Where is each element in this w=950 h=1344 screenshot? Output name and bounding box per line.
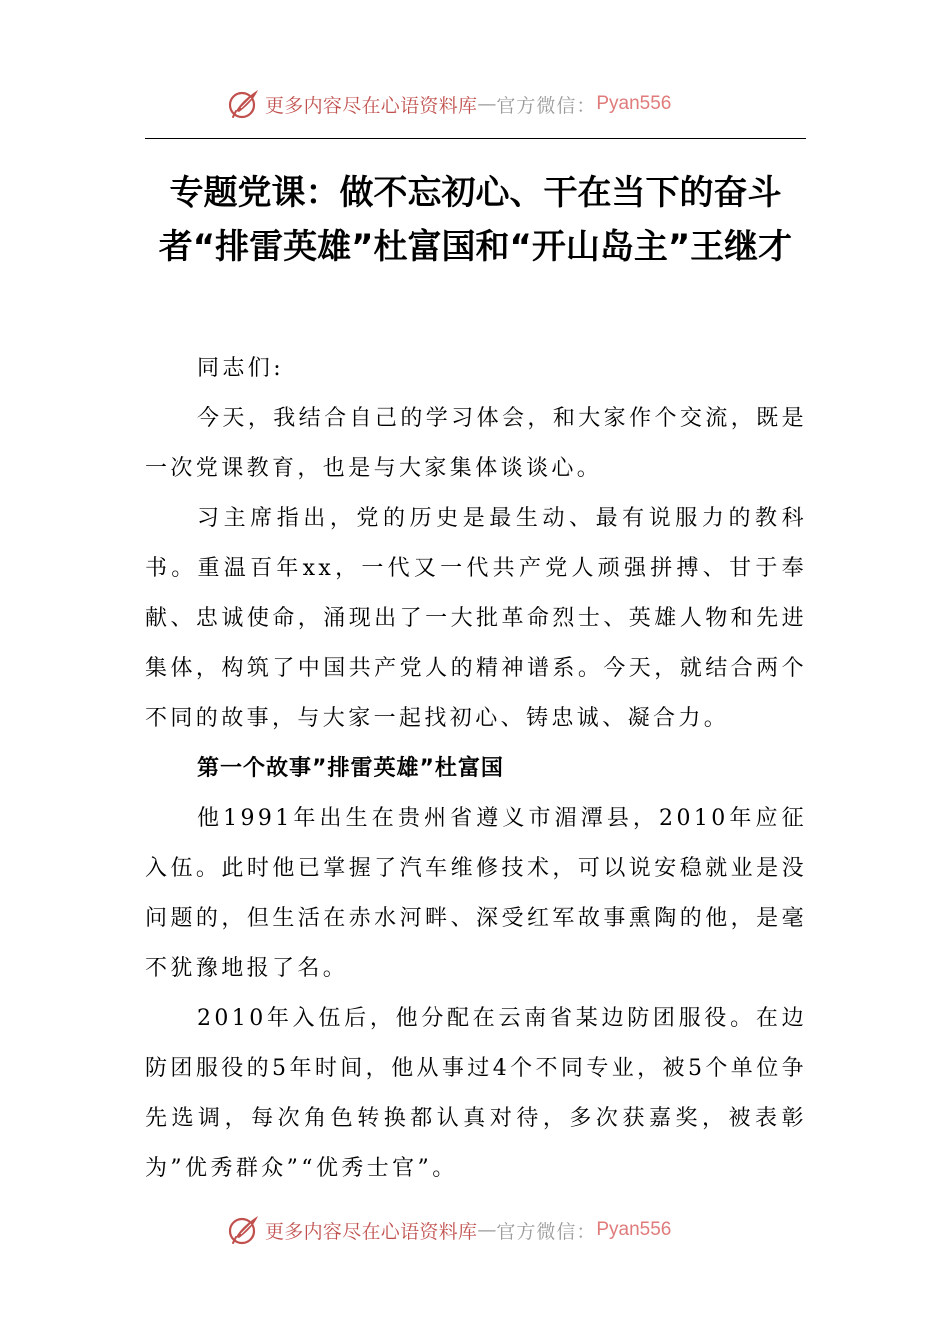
paragraph-salutation: 同志们: xyxy=(197,356,285,381)
paragraph-intro: 今天，我结合自己的学习体会，和大家作个交流，既是一次党课教育，也是与大家集体谈谈心。 xyxy=(145,406,807,481)
header-banner-content xyxy=(227,84,671,124)
header-banner xyxy=(0,84,950,124)
footer-banner-content xyxy=(227,1210,671,1250)
header-rule xyxy=(145,138,806,139)
banner-wechat-id: Pyan556 xyxy=(596,93,672,114)
banner-wechat-id: Pyan556 xyxy=(596,1219,672,1240)
document-body xyxy=(145,344,807,1194)
banner-official-label: 官方微信： xyxy=(496,94,597,117)
paragraph-story-1: 他1991年出生在贵州省遵义市湄潭县，2010年应征入伍。此时他已掌握了汽车维修技术，可以说安稳就业是没问题的，但生活在赤水河畔、深受红军故事熏陶的他，是毫不犹豫地报了名。 xyxy=(145,806,807,981)
banner-brand-text: 更多内容尽在心语资料库 xyxy=(265,94,478,117)
quill-pen-logo-icon xyxy=(227,87,261,121)
banner-dash: — xyxy=(477,93,497,115)
footer-banner xyxy=(0,1210,950,1250)
paragraph-story-2: 2010年入伍后，他分配在云南省某边防团服役。在边防团服役的5年时间，他从事过4个不同专业，被5个单位争先选调，每次角色转换都认真对待，多次获嘉奖，被表彰为”优秀群众”“优秀士官”。 xyxy=(145,1006,807,1181)
banner-dash: — xyxy=(477,1219,497,1241)
section-heading: 第一个故事”排雷英雄”杜富国 xyxy=(197,756,504,781)
paragraph-context: 习主席指出，党的历史是最生动、最有说服力的教科书。重温百年xx，一代又一代共产党人顽强拼搏、甘于奉献、忠诚使命，涌现出了一大批革命烈士、英雄人物和先进集体，构筑了中国共产党人的精神谱系。今天，就结合两个不同的故事，与大家一起找初心、铸忠诚、凝合力。 xyxy=(145,506,807,731)
document-title: 专题党课：做不忘初心、干在当下的奋斗者“排雷英雄”杜富国和“开山岛主”王继才 xyxy=(158,173,793,267)
banner-brand-text: 更多内容尽在心语资料库 xyxy=(265,1220,478,1243)
banner-official-label: 官方微信： xyxy=(496,1220,597,1243)
quill-pen-logo-icon xyxy=(227,1213,261,1247)
